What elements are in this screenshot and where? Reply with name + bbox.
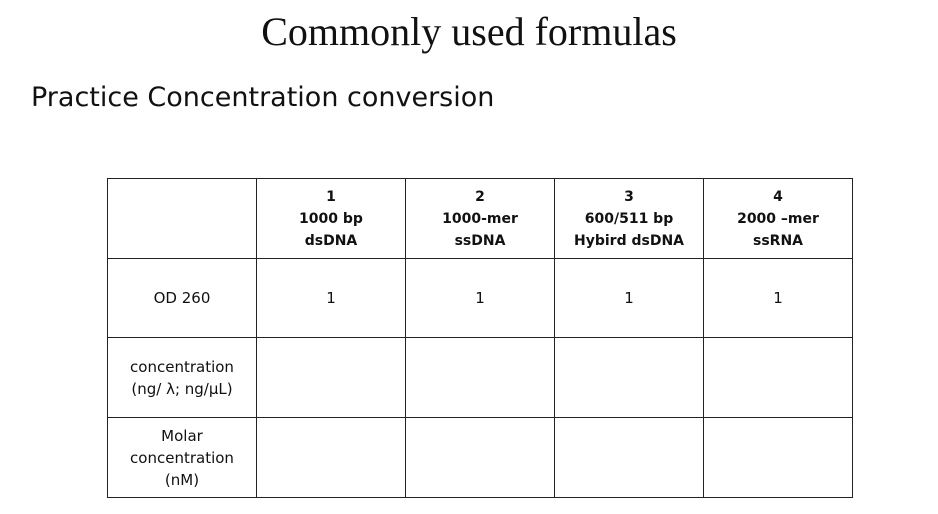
table-cell bbox=[406, 418, 555, 498]
row-label-unit: (nM) bbox=[164, 470, 200, 489]
column-number: 4 bbox=[773, 188, 783, 205]
table-row-molar-concentration bbox=[108, 418, 853, 498]
row-label-text: OD 260 bbox=[153, 289, 211, 307]
column-number: 3 bbox=[624, 188, 634, 205]
row-label-text: concentration bbox=[130, 448, 234, 467]
column-header-1 bbox=[257, 179, 406, 259]
table-cell bbox=[406, 338, 555, 418]
table-cell bbox=[257, 418, 406, 498]
column-length: 2000 –mer bbox=[737, 210, 819, 227]
table-cell bbox=[257, 338, 406, 418]
row-label-unit: (ng/ λ; ng/μL) bbox=[131, 379, 233, 398]
row-label-text: Molar bbox=[161, 426, 203, 445]
table-cell bbox=[704, 338, 853, 418]
column-length: 1000 bp bbox=[299, 210, 363, 227]
column-number: 2 bbox=[475, 188, 485, 205]
column-type: ssDNA bbox=[454, 232, 506, 249]
column-length: 600/511 bp bbox=[584, 210, 674, 227]
table-cell bbox=[555, 418, 704, 498]
column-length: 1000-mer bbox=[442, 210, 518, 227]
row-label-molar-concentration bbox=[108, 418, 257, 498]
table-cell bbox=[555, 338, 704, 418]
row-label-text: concentration bbox=[130, 357, 234, 376]
table-cell bbox=[704, 418, 853, 498]
column-number: 1 bbox=[326, 188, 336, 205]
header-corner-cell bbox=[108, 179, 257, 259]
slide-subtitle: Practice Concentration conversion bbox=[31, 82, 495, 113]
concentration-table bbox=[107, 178, 853, 498]
column-header-3 bbox=[555, 179, 704, 259]
column-type: Hybird dsDNA bbox=[574, 232, 684, 249]
row-label-concentration bbox=[108, 338, 257, 418]
table-row-concentration bbox=[108, 338, 853, 418]
table-cell: 1 bbox=[704, 259, 853, 338]
table-header-row bbox=[108, 179, 853, 259]
column-header-2 bbox=[406, 179, 555, 259]
column-header-4 bbox=[704, 179, 853, 259]
column-type: dsDNA bbox=[304, 232, 358, 249]
column-type: ssRNA bbox=[753, 232, 803, 249]
table-cell: 1 bbox=[257, 259, 406, 338]
row-label-od260 bbox=[108, 259, 257, 338]
slide-title: Commonly used formulas bbox=[261, 9, 677, 54]
table-cell: 1 bbox=[555, 259, 704, 338]
table-row-od260 bbox=[108, 259, 853, 338]
table-cell: 1 bbox=[406, 259, 555, 338]
